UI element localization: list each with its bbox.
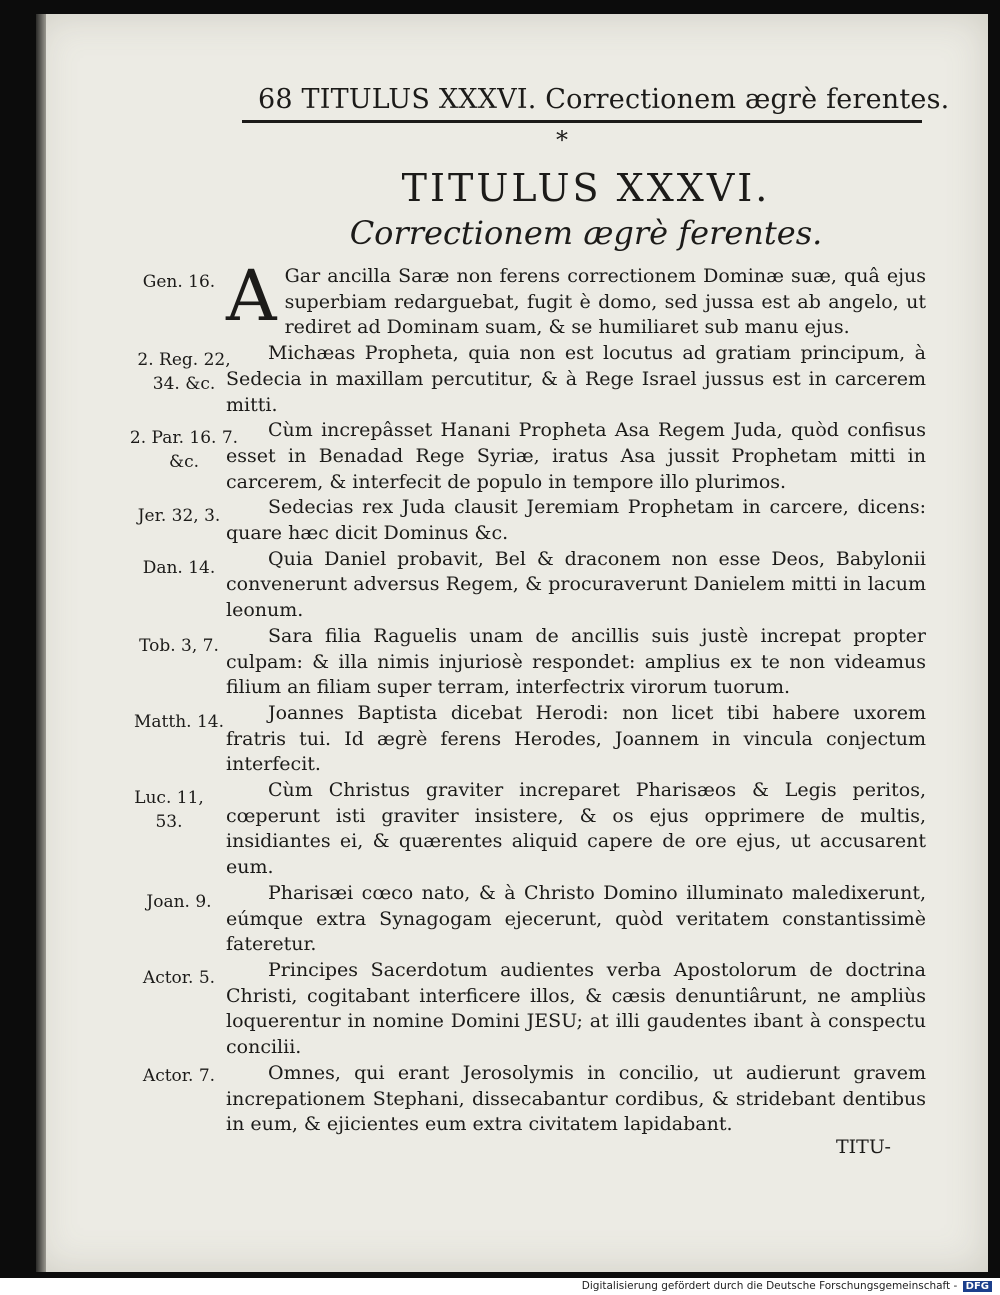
margin-note: Dan. 14. xyxy=(142,558,216,578)
drop-cap: A xyxy=(226,255,277,337)
paragraph: Cùm increpâsset Hanani Propheta Asa Regem Juda, quòd confisus esset in Benadad Rege Syriæ, iratus Asa jussit Prophetam mitti in carcerem, & interfecit de populo in tempore illo plurimos. xyxy=(226,419,926,493)
margin-note: Luc. 11, 53. xyxy=(134,788,204,832)
paragraph-text: Gar ancilla Saræ non ferens correctionem Dominæ suæ, quâ ejus superbiam redarguebat, fugit è domo, sed jussa est ab angelo, ut rediret ad Dominam suam, & se humiliaret sub manu ejus. xyxy=(284,265,926,339)
margin-note: Matth. 14. xyxy=(134,712,224,732)
running-head: 68 TITULUS XXXVI. Correctionem ægrè ferentes. xyxy=(258,84,950,115)
paragraph: Pharisæi cœco nato, & à Christo Domino illuminato maledixerunt, eúmque extra Synagogam ejecerunt, quòd veritatem constantissimè fateretur. xyxy=(226,881,926,956)
paragraph xyxy=(226,255,926,341)
paragraph: Sedecias rex Juda clausit Jeremiam Prophetam in carcere, dicens: quare hæc dicit Dominus &c. xyxy=(226,496,926,545)
paragraph: Omnes, qui erant Jerosolymis in concilio, ut audierunt gravem increpationem Stephani, dissecabantur cordibus, & stridebant dentibus in eum, & ejicientes eum extra civitatem lapidabant. xyxy=(226,1061,926,1136)
paragraph: Joannes Baptista dicebat Herodi: non licet tibi habere uxorem fratris tui. Id ægrè ferens Herodes, Joannem in vincula conjectum interfecit. xyxy=(226,701,926,776)
header-rule xyxy=(242,120,922,123)
margin-note: Actor. 7. xyxy=(142,1066,216,1086)
paragraph: Principes Sacerdotum audientes verba Apostolorum de doctrina Christi, cogitabant interficere illos, & cæsis denuntiârunt, ne ampliùs loquerentur in nomine Domini JESU; at illi gaudentes ibant à conspectu concilii. xyxy=(226,958,926,1059)
credit-text: Digitalisierung gefördert durch die Deutsche Forschungsgemeinschaft - xyxy=(581,1280,958,1292)
paragraph: Sara filia Raguelis unam de ancillis suis justè increpat propter culpam: & illa nimis injuriosè respondet: amplius ex te non videamus filium an filiam super terram, interfectrix virorum tuorum. xyxy=(226,624,926,699)
margin-note: Joan. 9. xyxy=(146,892,212,912)
section-title: TITULUS XXXVI. xyxy=(401,166,771,210)
asterisk-ornament: * xyxy=(556,126,568,154)
margin-note: Gen. 16. xyxy=(142,272,216,292)
paragraph: Quia Daniel probavit, Bel & draconem non esse Deos, Babylonii convenerunt adversus Regem, & procuraverunt Danielem mitti in lacum leonum. xyxy=(226,547,926,622)
margin-note: 2. Reg. 22, 34. &c. xyxy=(137,350,231,394)
book-page xyxy=(36,14,988,1272)
catchword: TITU- xyxy=(836,1136,891,1158)
section-subtitle: Correctionem ægrè ferentes. xyxy=(349,214,823,252)
margin-note: Jer. 32, 3. xyxy=(137,506,221,526)
margin-note: 2. Par. 16. 7. &c. xyxy=(129,428,239,472)
body-text xyxy=(226,255,926,1138)
margin-note: Actor. 5. xyxy=(142,968,216,988)
paragraph: Cùm Christus graviter increparet Pharisæos & Legis peritos, cœperunt isti graviter insistere, & os ejus opprimere de multis, insidiantes ei, & quærentes aliquid capere de ore ejus, ut accusarent eum. xyxy=(226,779,926,879)
dfg-logo: DFG xyxy=(963,1281,992,1292)
margin-note: Tob. 3, 7. xyxy=(139,636,219,656)
digitization-credit xyxy=(582,1280,992,1292)
page-edge xyxy=(36,14,46,1272)
paragraph: Michæas Propheta, quia non est locutus ad gratiam principum, à Sedecia in maxillam percutitur, & à Rege Israel jussus est in carcerem mitti. xyxy=(226,342,926,416)
